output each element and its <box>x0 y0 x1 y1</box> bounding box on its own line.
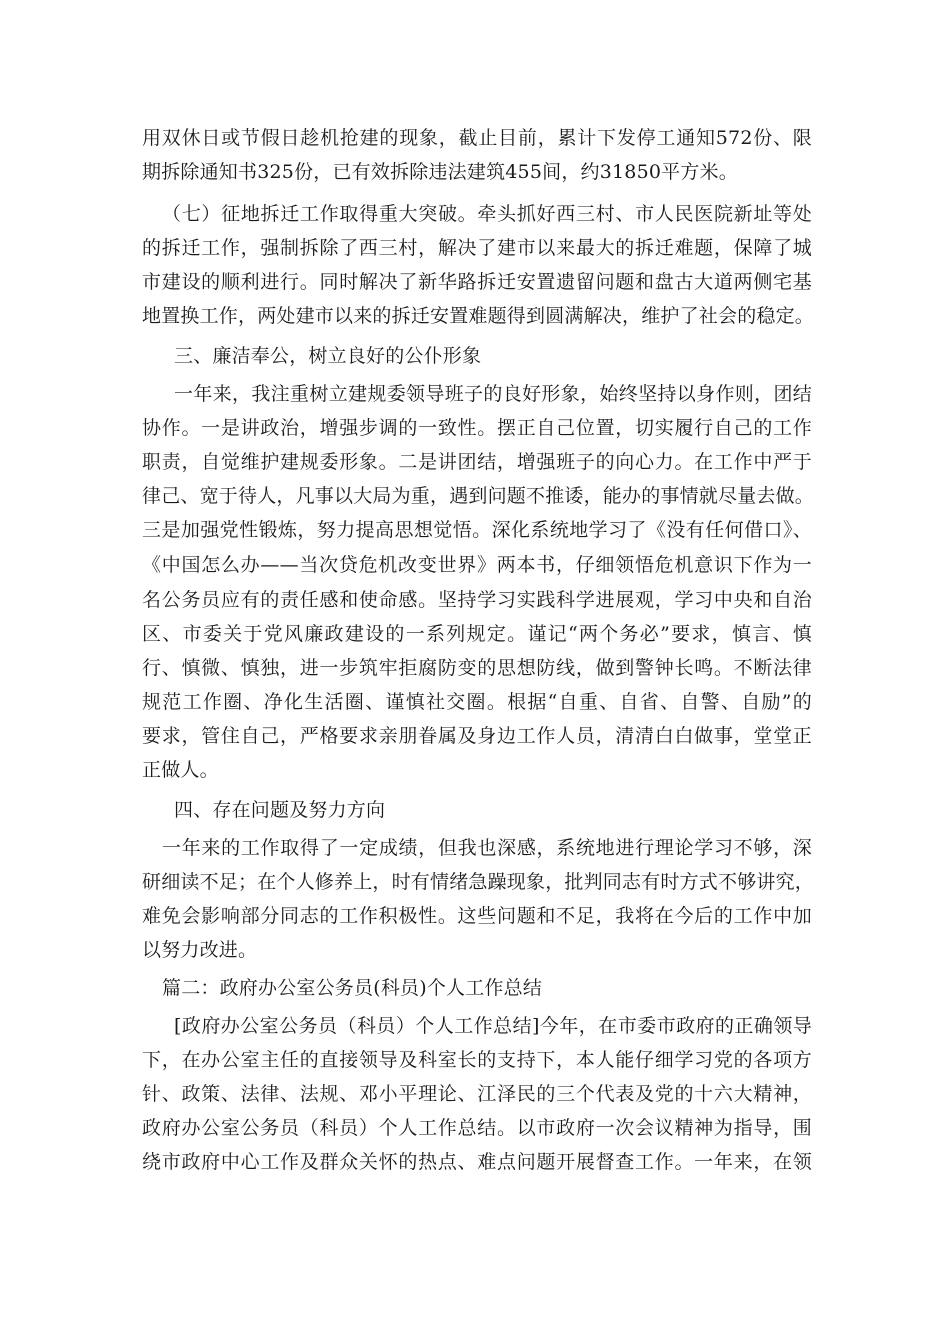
paragraph-line: 以努力改进。 <box>142 939 258 961</box>
paragraph-line: 期拆除通知书325份，已有效拆除违法建筑455间，约31850平方米。 <box>142 161 738 183</box>
paragraph-line: 正做人。 <box>142 759 219 781</box>
paragraph-line: 协作。一是讲政治，增强步调的一致性。摆正自己位置，切实履行自己的工作 <box>142 417 812 439</box>
paragraph-line: 地置换工作，两处建市以来的拆迁安置难题得到圆满解决，维护了社会的稳定。 <box>142 305 815 327</box>
paragraph-line: 《中国怎么办——当次贷危机改变世界》两本书，仔细领悟危机意识下作为一 <box>142 554 812 576</box>
section-heading: 三、廉洁奉公，树立良好的公仆形象 <box>174 345 482 367</box>
paragraph-line: 职责，自觉维护建规委形象。二是讲团结，增强班子的向心力。在工作中严于 <box>142 451 812 473</box>
paragraph-line: 政府办公室公务员（科员）个人工作总结。以市政府一次会议精神为指导，围 <box>142 1117 812 1139</box>
paragraph-line: 律己、宽于待人，凡事以大局为重，遇到问题不推诿，能办的事情就尽量去做。 <box>142 485 815 507</box>
paragraph-line: 三是加强党性锻炼，努力提高思想觉悟。深化系统地学习了《没有任何借口》、 <box>142 519 812 541</box>
paragraph-line: 难免会影响部分同志的工作积极性。这些问题和不足，我将在今后的工作中加 <box>142 905 812 927</box>
paragraph-line: 区、市委关于党风廉政建设的一系列规定。谨记“两个务必”要求，慎言、慎 <box>142 623 812 645</box>
paragraph-line: 要求，管住自己，严格要求亲朋眷属及身边工作人员，清清白白做事，堂堂正 <box>142 725 812 747</box>
paragraph-line: 名公务员应有的责任感和使命感。坚持学习实践科学进展观，学习中央和自治 <box>142 589 812 611</box>
paragraph-line: 市建设的顺利进行。同时解决了新华路拆迁安置遗留问题和盘古大道两侧宅基 <box>142 271 812 293</box>
paragraph-line: 一年来的工作取得了一定成绩，但我也深感，系统地进行理论学习不够，深 <box>162 837 812 859</box>
section-heading: 四、存在问题及努力方向 <box>174 799 386 821</box>
article-heading: 篇二：政府办公室公务员(科员)个人工作总结 <box>162 977 543 999</box>
paragraph-line: （七）征地拆迁工作取得重大突破。牵头抓好西三村、市人民医院新址等处 <box>162 203 812 225</box>
paragraph-line: 研细读不足；在个人修养上，时有情绪急躁现象，批判同志有时方式不够讲究， <box>142 871 815 893</box>
paragraph-line: 的拆迁工作，强制拆除了西三村，解决了建市以来最大的拆迁难题，保障了城 <box>142 237 812 259</box>
paragraph-line: 针、政策、法律、法规、邓小平理论、江泽民的三个代表及党的十六大精神， <box>142 1083 812 1105</box>
paragraph-line: 绕市政府中心工作及群众关怀的热点、难点问题开展督查工作。一年来，在领 <box>142 1151 812 1173</box>
paragraph-line: 规范工作圈、净化生活圈、谨慎社交圈。根据“自重、自省、自警、自励”的 <box>142 691 812 713</box>
paragraph-line: 下，在办公室主任的直接领导及科室长的支持下，本人能仔细学习党的各项方 <box>142 1049 812 1071</box>
paragraph-line: 用双休日或节假日趁机抢建的现象，截止目前，累计下发停工通知572份、限 <box>142 127 812 149</box>
paragraph-line: [政府办公室公务员（科员）个人工作总结]今年，在市委市政府的正确领导 <box>174 1015 812 1037</box>
paragraph-line: 行、慎微、慎独，进一步筑牢拒腐防变的思想防线，做到警钟长鸣。不断法律 <box>142 657 812 679</box>
paragraph-line: 一年来，我注重树立建规委领导班子的良好形象，始终坚持以身作则，团结 <box>174 383 812 405</box>
